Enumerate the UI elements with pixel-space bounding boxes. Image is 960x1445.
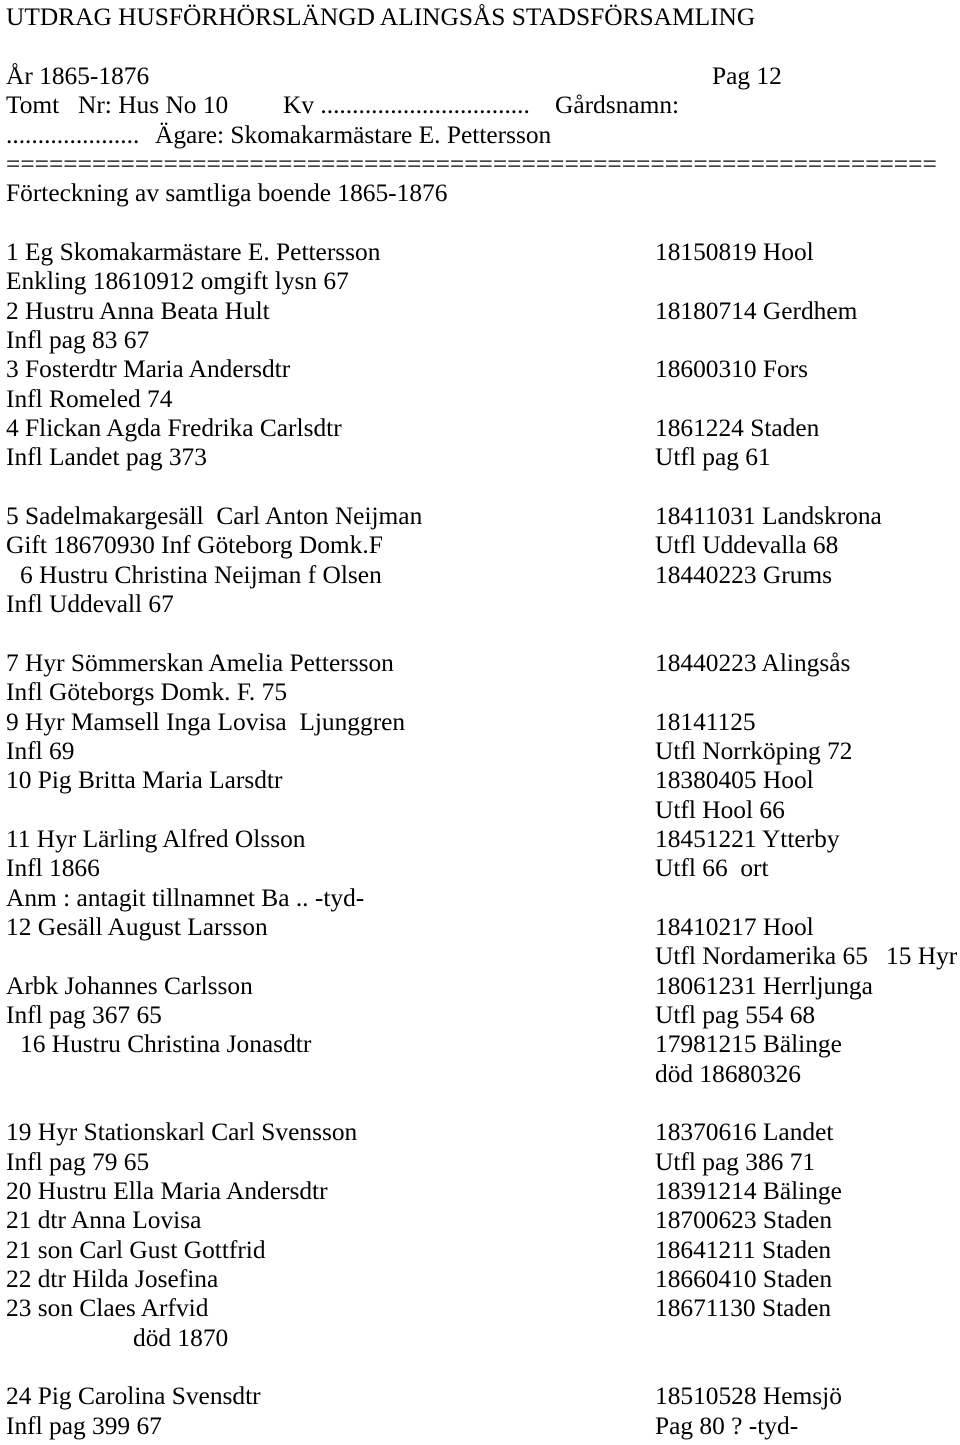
- resident-text: Infl 69: [6, 736, 75, 765]
- resident-date-place: 18451221 Ytterby: [655, 824, 840, 853]
- entry-row: [0, 678, 960, 707]
- entry-row: [0, 884, 960, 913]
- resident-text: 19 Hyr Stationskarl Carl Svensson: [6, 1118, 358, 1147]
- entry-row: [0, 590, 960, 619]
- resident-text: Arbk Johannes Carlsson: [6, 971, 253, 1000]
- blank-line: [0, 473, 960, 502]
- resident-text: Infl Göteborgs Domk. F. 75: [6, 678, 288, 707]
- entry-row: [0, 1324, 960, 1353]
- entry-row: [0, 326, 960, 355]
- resident-text: Infl Landet pag 373: [6, 443, 207, 472]
- title-row: [0, 3, 960, 32]
- resident-date-place: 18440223 Grums: [655, 560, 833, 589]
- resident-extra-note: 15 Hyr: [886, 942, 958, 971]
- separator-row: [0, 150, 960, 179]
- document-title: UTDRAG HUSFÖRHÖRSLÄNGD ALINGSÅS STADSFÖRSAMLING: [6, 3, 756, 32]
- resident-text: 21 dtr Anna Lovisa: [6, 1206, 202, 1235]
- entry-row: [0, 561, 960, 590]
- resident-date-place: Utfl pag 554 68: [655, 1000, 816, 1029]
- resident-date-place: 18410217 Hool: [655, 912, 814, 941]
- entry-row: [0, 708, 960, 737]
- resident-date-place: Pag 80 ? -tyd-: [655, 1411, 799, 1440]
- entry-row: [0, 825, 960, 854]
- entry-row: [0, 238, 960, 267]
- separator-line: =================================================================: [6, 150, 937, 179]
- resident-text: Infl pag 79 65: [6, 1147, 150, 1176]
- resident-date-place: 18660410 Staden: [655, 1265, 833, 1294]
- resident-date-place: Utfl 66 ort: [655, 854, 769, 883]
- resident-text: 1 Eg Skomakarmästare E. Pettersson: [6, 238, 381, 267]
- resident-date-place: 18600310 Fors: [655, 355, 809, 384]
- entry-row: [0, 942, 960, 971]
- heading-row: [0, 179, 960, 208]
- entry-row: [0, 1206, 960, 1235]
- entry-row: [0, 443, 960, 472]
- resident-date-place: 18061231 Herrljunga: [655, 971, 873, 1000]
- entry-row: [0, 1265, 960, 1294]
- entry-row: [0, 766, 960, 795]
- resident-date-place: 17981215 Bälinge: [655, 1030, 842, 1059]
- entry-row: [0, 913, 960, 942]
- resident-text: Infl Romeled 74: [6, 384, 173, 413]
- resident-date-place: 1861224 Staden: [655, 414, 820, 443]
- resident-text: 20 Hustru Ella Maria Andersdtr: [6, 1177, 328, 1206]
- resident-date-place: Utfl Hool 66: [655, 795, 785, 824]
- owner-text: Ägare: Skomakarmästare E. Pettersson: [155, 120, 552, 149]
- page-number: Pag 12: [712, 61, 782, 90]
- resident-date-place: 18380405 Hool: [655, 766, 814, 795]
- entry-row: [0, 1236, 960, 1265]
- resident-text: 7 Hyr Sömmerskan Amelia Pettersson: [6, 648, 394, 677]
- entry-row: [0, 1294, 960, 1323]
- entry-row: [0, 267, 960, 296]
- entry-row: [0, 1030, 960, 1059]
- resident-text: 5 Sadelmakargesäll Carl Anton Neijman: [6, 502, 423, 531]
- resident-date-place: 18700623 Staden: [655, 1206, 833, 1235]
- entry-row: [0, 1382, 960, 1411]
- resident-date-place: Utfl pag 386 71: [655, 1147, 816, 1176]
- tomt-label: Tomt: [6, 91, 60, 120]
- property-row: [0, 91, 960, 120]
- house-number: Nr: Hus No 10: [78, 91, 229, 120]
- blank-line: [0, 620, 960, 649]
- resident-text: 16 Hustru Christina Jonasdtr: [20, 1030, 312, 1059]
- entry-row: [0, 414, 960, 443]
- entry-row: [0, 854, 960, 883]
- resident-text: 4 Flickan Agda Fredrika Carlsdtr: [6, 414, 342, 443]
- entry-row: [0, 502, 960, 531]
- resident-text: Infl pag 367 65: [6, 1000, 162, 1029]
- entry-row: [0, 1118, 960, 1147]
- resident-text: 24 Pig Carolina Svensdtr: [6, 1382, 261, 1411]
- gardsnamn-label: Gårdsnamn:: [555, 91, 680, 120]
- resident-date-place: 18150819 Hool: [655, 238, 814, 267]
- entry-row: [0, 385, 960, 414]
- entry-row: [0, 1060, 960, 1089]
- blank-line: [0, 209, 960, 238]
- entry-row: [0, 737, 960, 766]
- entry-row: [0, 796, 960, 825]
- resident-text: 22 dtr Hilda Josefina: [6, 1265, 219, 1294]
- resident-text: Anm : antagit tillnamnet Ba .. -tyd-: [6, 883, 365, 912]
- entry-row: [0, 972, 960, 1001]
- resident-text: Infl pag 399 67: [6, 1411, 162, 1440]
- resident-text: 2 Hustru Anna Beata Hult: [6, 296, 270, 325]
- resident-text: Gift 18670930 Inf Göteborg Domk.F: [6, 531, 383, 560]
- year-page-row: [0, 62, 960, 91]
- entry-row: [0, 531, 960, 560]
- entry-row: [0, 1148, 960, 1177]
- resident-date-place: 18141125: [655, 707, 756, 736]
- list-heading: Förteckning av samtliga boende 1865-1876: [6, 179, 448, 208]
- entry-row: [0, 355, 960, 384]
- year-range: År 1865-1876: [6, 61, 150, 90]
- kvarter-field: Kv .................................: [283, 91, 530, 120]
- resident-text: 6 Hustru Christina Neijman f Olsen: [20, 560, 382, 589]
- resident-text: Infl pag 83 67: [6, 326, 150, 355]
- resident-text: 23 son Claes Arfvid: [6, 1294, 209, 1323]
- resident-date-place: 18671130 Staden: [655, 1294, 832, 1323]
- entry-row: [0, 1177, 960, 1206]
- blank-line: [0, 33, 960, 62]
- resident-date-place: 18370616 Landet: [655, 1118, 834, 1147]
- resident-text: 9 Hyr Mamsell Inga Lovisa Ljunggren: [6, 707, 406, 736]
- resident-text: 10 Pig Britta Maria Larsdtr: [6, 766, 283, 795]
- resident-text: död 1870: [133, 1323, 229, 1352]
- resident-date-place: Utfl Norrköping 72: [655, 736, 853, 765]
- entry-row: [0, 1412, 960, 1441]
- resident-date-place: 18440223 Alingsås: [655, 648, 851, 677]
- resident-date-place: 18641211 Staden: [655, 1235, 832, 1264]
- residents-list: [0, 238, 960, 1441]
- resident-date-place: död 18680326: [655, 1059, 801, 1088]
- blank-line: [0, 1089, 960, 1118]
- resident-text: Infl Uddevall 67: [6, 590, 174, 619]
- resident-date-place: Utfl Uddevalla 68: [655, 531, 839, 560]
- entry-row: [0, 1001, 960, 1030]
- entry-row: [0, 649, 960, 678]
- resident-text: Enkling 18610912 omgift lysn 67: [6, 267, 349, 296]
- resident-text: 11 Hyr Lärling Alfred Olsson: [6, 824, 306, 853]
- resident-text: 3 Fosterdtr Maria Andersdtr: [6, 355, 291, 384]
- gardsnamn-value: .....................: [6, 120, 140, 149]
- resident-text: Infl 1866: [6, 854, 100, 883]
- resident-date-place: 18391214 Bälinge: [655, 1177, 842, 1206]
- resident-text: 21 son Carl Gust Gottfrid: [6, 1235, 266, 1264]
- entry-row: [0, 297, 960, 326]
- resident-date-place: Utfl Nordamerika 65: [655, 942, 868, 971]
- resident-text: 12 Gesäll August Larsson: [6, 912, 268, 941]
- blank-line: [0, 1353, 960, 1382]
- resident-date-place: 18180714 Gerdhem: [655, 296, 858, 325]
- resident-date-place: 18510528 Hemsjö: [655, 1382, 842, 1411]
- owner-row: [0, 121, 960, 150]
- resident-date-place: Utfl pag 61: [655, 443, 771, 472]
- document-page: [0, 3, 960, 1441]
- resident-date-place: 18411031 Landskrona: [655, 502, 882, 531]
